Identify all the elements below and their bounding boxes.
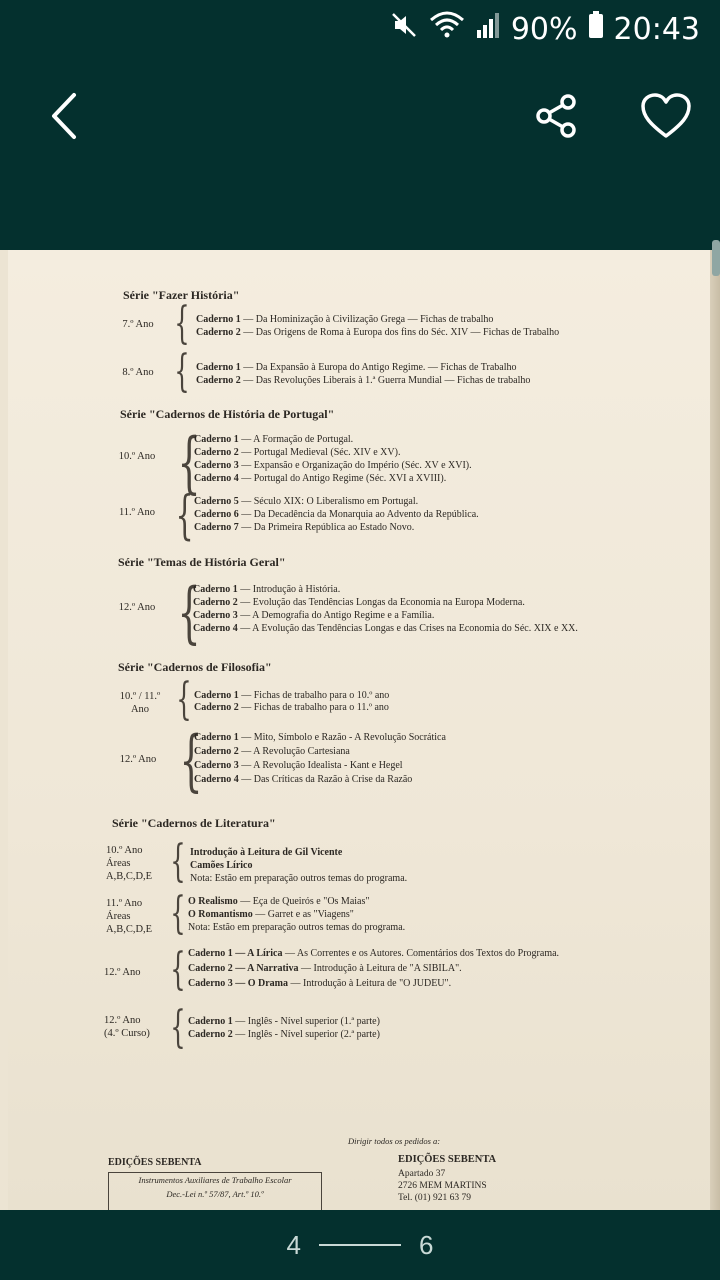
order-note: Dirigir todos os pedidos a: [348, 1136, 441, 1146]
document-page [8, 250, 712, 1210]
series-title: Série "Fazer História" [123, 288, 240, 302]
list-item: Caderno 2 — A Narrativa — Introdução à Leitura de "A SIBILA". [188, 963, 462, 974]
list-item: Caderno 1 — A Lírica — As Correntes e os Autores. Comentários dos Textos do Programa. [188, 948, 560, 959]
list-item: O Realismo — Eça de Queirós e "Os Maias" [188, 896, 370, 907]
mute-icon [389, 10, 419, 48]
share-button[interactable] [520, 82, 592, 154]
list-item: O Romantismo — Garret e as "Viagens" [188, 909, 354, 920]
legal-box: Instrumentos Auxiliares de Trabalho Escolar Dec.-Lei n.º 57/87, Art.º 10.º [108, 1172, 322, 1210]
brace: { [170, 836, 186, 887]
list-item: Caderno 3 — A Demografia do Antigo Regime e a Família. [193, 610, 435, 621]
list-item: Caderno 1 — Mito, Símbolo e Razão - A Revolução Socrática [194, 732, 446, 743]
battery-icon [588, 10, 604, 48]
status-bar [0, 0, 720, 56]
list-item: Caderno 1 — Inglês - Nível superior (1.ª parte) [188, 1016, 380, 1027]
brace: { [170, 1002, 186, 1053]
year-label: 8.º Ano [122, 367, 154, 378]
page-edge [710, 250, 720, 1210]
total-pages: 6 [419, 1229, 434, 1260]
photo-pager [0, 1210, 720, 1280]
wifi-icon [429, 10, 465, 48]
battery-level: 90% [510, 11, 578, 47]
year-label: 12.º Ano [104, 967, 141, 978]
brace: { [170, 944, 186, 995]
publisher-address: Apartado 37 2726 MEM MARTINS Tel. (01) 921 63 79 [398, 1169, 487, 1203]
list-item: Caderno 3 — O Drama — Introdução à Leitura de "O JUDEU". [188, 978, 452, 989]
list-item: Nota: Estão em preparação outros temas do programa. [188, 922, 406, 933]
list-item: Camões Lírico [190, 860, 253, 871]
status-icons [389, 10, 700, 48]
chevron-left-icon [44, 91, 84, 146]
list-item: Caderno 2 — Inglês - Nível superior (2.ª parte) [188, 1029, 380, 1040]
year-label: 10.º Ano [118, 451, 156, 462]
year-label: 10.º / 11.º Ano [119, 691, 161, 715]
clock: 20:43 [613, 11, 700, 47]
list-item: Caderno 2 — Portugal Medieval (Séc. XIV e XV). [194, 447, 401, 458]
favorite-button[interactable] [630, 82, 702, 154]
year-label: 10.º Ano Áreas A,B,C,D,E [106, 845, 153, 882]
list-item: Caderno 4 — A Evolução das Tendências Longas e das Crises na Economia do Séc. XIX e XX. [193, 623, 578, 634]
list-item: Caderno 3 — A Revolução Idealista - Kant e Hegel [194, 760, 403, 771]
year-label: 12.º Ano (4.º Curso) [104, 1015, 150, 1039]
series-title: Série "Cadernos de Literatura" [112, 816, 276, 830]
heart-icon [640, 92, 692, 145]
list-item: Caderno 1 — Introdução à História. [193, 584, 341, 595]
list-item: Caderno 2 — Fichas de trabalho para o 11.º ano [194, 702, 389, 713]
back-button[interactable] [28, 82, 100, 154]
year-label: 7.º Ano [122, 319, 154, 330]
brace: { [179, 722, 203, 799]
pager-divider [319, 1244, 401, 1246]
series-title: Série "Cadernos de História de Portugal" [120, 407, 335, 421]
list-item: Caderno 1 — Da Hominização à Civilização Grega — Fichas de trabalho [196, 314, 494, 325]
list-item: Caderno 7 — Da Primeira República ao Estado Novo. [194, 522, 415, 533]
list-item: Caderno 2 — Evolução das Tendências Longas da Economia na Europa Moderna. [193, 597, 525, 608]
share-icon [532, 92, 580, 145]
photo-viewer[interactable] [0, 250, 720, 1210]
year-label: 11.º Ano [118, 507, 156, 518]
current-page: 4 [286, 1229, 301, 1260]
list-item: Caderno 1 — A Formação de Portugal. [194, 434, 354, 445]
list-item: Caderno 2 — A Revolução Cartesiana [194, 746, 350, 757]
list-item: Nota: Estão em preparação outros temas do programa. [190, 873, 408, 884]
scroll-indicator [712, 240, 720, 276]
brace: { [174, 298, 190, 349]
year-label: 11.º Ano Áreas A,B,C,D,E [106, 898, 153, 935]
list-item: Caderno 4 — Portugal do Antigo Regime (Séc. XVI a XVIII). [194, 473, 447, 484]
list-item: Caderno 5 — Século XIX: O Liberalismo em Portugal. [194, 496, 419, 507]
app-bar [0, 56, 720, 250]
series-title: Série "Temas de História Geral" [118, 555, 286, 569]
year-label: 12.º Ano [118, 602, 156, 613]
brace: { [176, 674, 192, 725]
brace: { [177, 424, 201, 501]
series-title: Série "Cadernos de Filosofia" [118, 660, 272, 674]
publisher-name: EDIÇÕES SEBENTA [398, 1154, 497, 1165]
list-item: Introdução à Leitura de Gil Vicente [190, 847, 343, 858]
list-item: Caderno 1 — Da Expansão à Europa do Antigo Regime. — Fichas de Trabalho [196, 362, 517, 373]
list-item: Caderno 3 — Expansão e Organização do Império (Séc. XV e XVI). [194, 460, 472, 471]
brace: { [177, 574, 201, 651]
year-label: 12.º Ano [119, 754, 157, 765]
list-item: Caderno 2 — Das Origens de Roma à Europa dos fins do Séc. XIV — Fichas de Trabalho [196, 327, 560, 338]
brace: { [170, 888, 186, 939]
list-item: Caderno 2 — Das Revoluções Liberais à 1.ª Guerra Mundial — Fichas de trabalho [196, 375, 531, 386]
brace: { [174, 346, 190, 397]
list-item: Caderno 4 — Das Críticas da Razão à Crise da Razão [194, 774, 413, 785]
list-item: Caderno 1 — Fichas de trabalho para o 10.º ano [194, 690, 390, 701]
brace: { [175, 486, 194, 546]
list-item: Caderno 6 — Da Decadência da Monarquia ao Advento da República. [194, 509, 479, 520]
signal-icon [475, 10, 501, 48]
publisher-name: EDIÇÕES SEBENTA [108, 1157, 202, 1168]
